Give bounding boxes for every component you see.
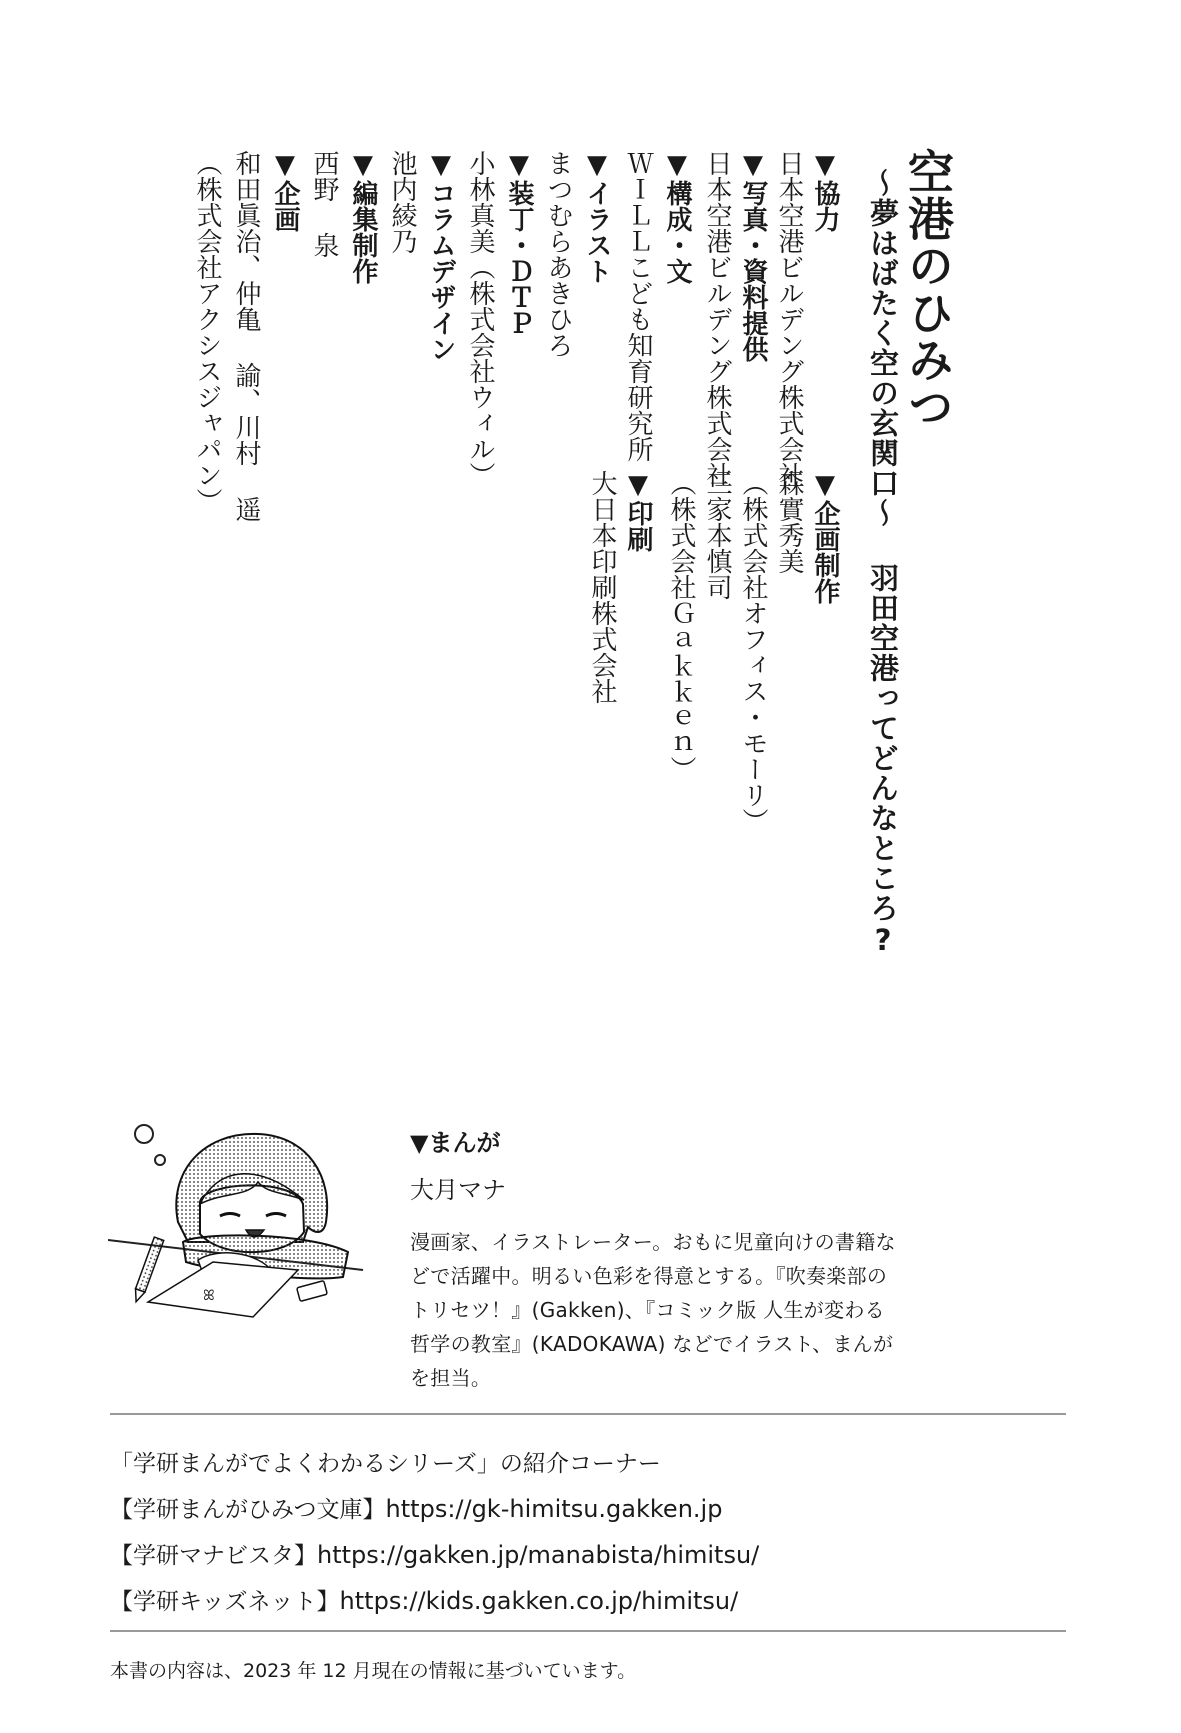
series-info	[110, 1442, 1060, 1625]
series-link-row	[110, 1487, 1060, 1533]
credit-name: 池内綾乃	[387, 150, 417, 254]
book-subtitle: ～夢はばたく空の玄関口～ 羽田空港ってどんなところ?	[866, 168, 900, 958]
manga-heading: ▼まんが	[410, 1129, 501, 1157]
credit-company: 日本空港ビルデング株式会社	[702, 150, 732, 488]
credit-company: 日本空港ビルデング株式会社	[774, 150, 804, 488]
credit-heading-insatsu: ▼印刷	[623, 470, 653, 552]
footnote: 本書の内容は、2023 年 12 月現在の情報に基づいています。	[110, 1660, 637, 1682]
manga-artist-section	[410, 1123, 910, 1395]
series-link-row	[110, 1579, 1060, 1625]
series-link-url[interactable]: https://kids.gakken.co.jp/himitsu/	[339, 1587, 739, 1615]
credit-heading-kyoryoku: ▼協力	[810, 150, 840, 232]
credit-heading-kikaku-seisaku: ▼企画制作	[810, 470, 840, 604]
series-link-url[interactable]: https://gakken.jp/manabista/himitsu/	[317, 1541, 760, 1569]
credit-name: 西野 泉	[309, 150, 339, 258]
svg-text:ꕤ: ꕤ	[203, 1288, 215, 1304]
series-link-label: 【学研マナビスタ】	[110, 1543, 317, 1569]
credit-name: まつむらあきひろ	[543, 150, 573, 358]
manga-artist-bio: 漫画家、イラストレーター。おもに児童向けの書籍などで活躍中。明るい色彩を得意とする。『吹奏楽部のトリセツ！』(Gakken)、『コミック版 人生が変わる哲学の教室』(KADOKAWA) などでイラスト、まんがを担当。	[410, 1230, 896, 1390]
credit-company: 大日本印刷株式会社	[587, 470, 617, 704]
credit-heading-sotei: ▼装丁・ＤＴＰ	[504, 150, 534, 336]
series-link-url[interactable]: https://gk-himitsu.gakken.jp	[385, 1495, 723, 1523]
manga-artist-name: 大月マナ	[410, 1176, 506, 1204]
credit-heading-shashin: ▼写真・資料提供	[738, 150, 768, 362]
credit-name: 森實秀美	[774, 470, 804, 574]
book-title: 空港のひみつ	[901, 148, 955, 430]
credit-heading-kikaku: ▼企画	[270, 150, 300, 232]
divider	[110, 1413, 1066, 1415]
artist-illustration	[108, 1112, 378, 1322]
credit-name: 和田眞治、仲亀 諭、川村 遥	[231, 150, 261, 522]
series-link-row	[110, 1533, 1060, 1579]
series-link-label: 【学研まんがひみつ文庫】	[110, 1497, 386, 1523]
series-link-label: 【学研キッズネット】	[110, 1589, 340, 1615]
divider	[110, 1630, 1066, 1632]
credit-heading-henshu: ▼編集制作	[348, 150, 378, 284]
credit-name: 小林真美（株式会社ウィル）	[465, 150, 495, 488]
credit-company: （株式会社アクシスジャパン）	[192, 150, 222, 514]
credit-company: ＷＩＬＬこども知育研究所	[623, 150, 653, 462]
credit-name: 三家本慎司	[702, 470, 732, 600]
credit-heading-illust: ▼イラスト	[582, 150, 612, 284]
credit-company: （株式会社オフィス・モーリ）	[738, 470, 768, 834]
series-intro: 「学研まんがでよくわかるシリーズ」の紹介コーナー	[110, 1451, 661, 1477]
credit-heading-kosei: ▼構成・文	[662, 150, 692, 284]
credit-company: （株式会社Ｇａｋｋｅｎ）	[666, 470, 696, 782]
credit-heading-column: ▼コラムデザイン	[426, 150, 456, 362]
